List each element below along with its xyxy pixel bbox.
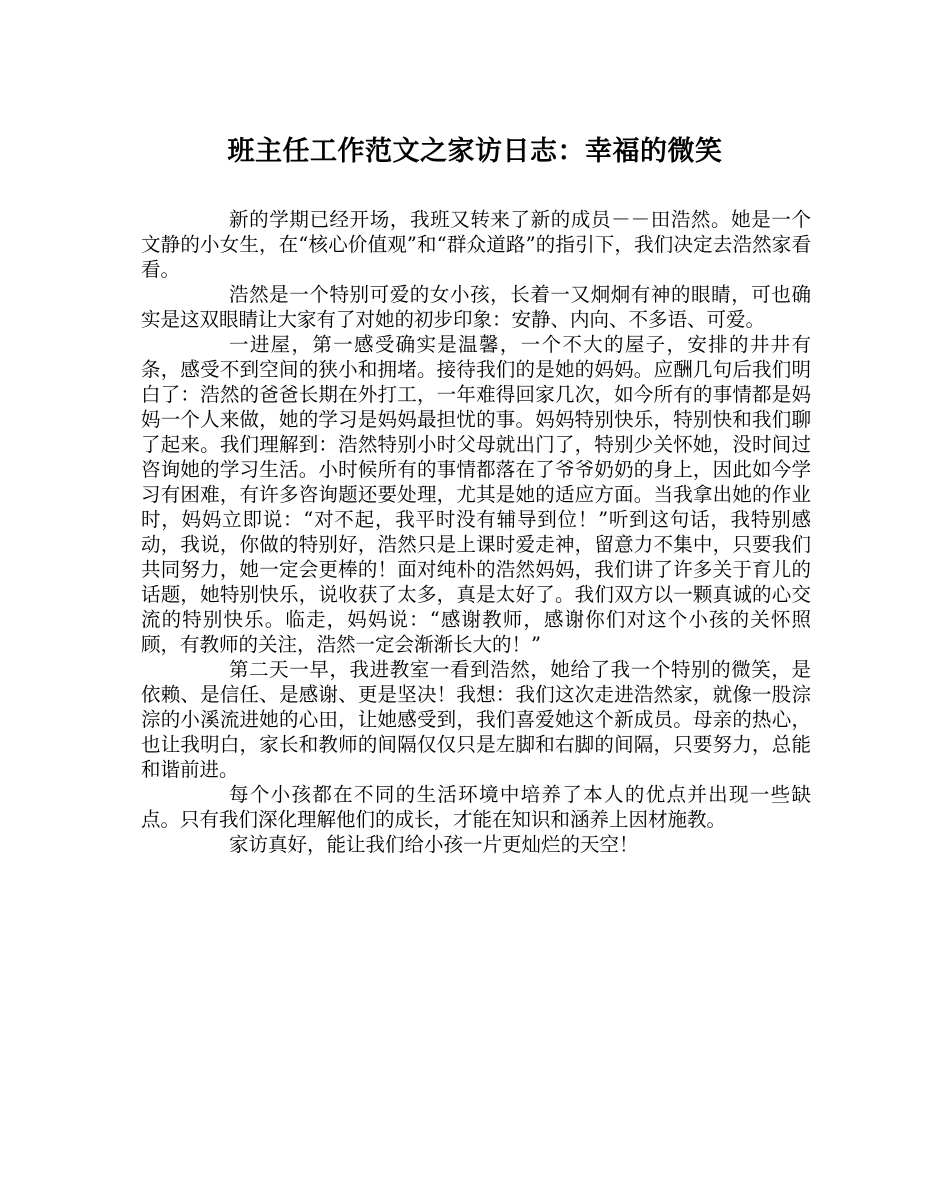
paragraph-1: 新的学期已经开场，我班又转来了新的成员－－田浩然。她是一个文静的小女生，在“核心价值观”和“群众道路”的指引下，我们决定去浩然家看看。	[141, 208, 811, 281]
document-body	[141, 207, 811, 857]
document-title: 班主任工作范文之家访日志：幸福的微笑	[227, 136, 723, 167]
paragraph-4: 第二天一早，我进教室一看到浩然，她给了我一个特别的微笑，是依赖、是信任、是感谢、更是坚决！我想：我们这次走进浩然家，就像一股淙淙的小溪流进她的心田，让她感受到，我们喜爱她这个新成员。母亲的热心，也让我明白，家长和教师的间隔仅仅只是左脚和右脚的间隔，只要努力，总能和谐前进。	[141, 658, 811, 781]
paragraph-3: 一进屋，第一感受确实是温馨，一个不大的屋子，安排的井井有条，感受不到空间的狭小和拥堵。接待我们的是她的妈妈。应酬几句后我们明白了：浩然的爸爸长期在外打工，一年难得回家几次，如今所有的事情都是妈妈一个人来做，她的学习是妈妈最担忧的事。妈妈特别快乐，特别快和我们聊了起来。我们理解到：浩然特别小时父母就出门了，特别少关怀她，没时间过咨询她的学习生活。小时候所有的事情都落在了爷爷奶奶的身上，因此如今学习有困难，有许多咨询题还要处理，尤其是她的适应方面。当我拿出她的作业时，妈妈立即说：“对不起，我平时没有辅导到位！”听到这句话，我特别感动，我说，你做的特别好，浩然只是上课时爱走神，留意力不集中，只要我们共同努力，她一定会更棒的！面对纯朴的浩然妈妈，我们讲了许多关于育儿的话题，她特别快乐，说收获了太多，真是太好了。我们双方以一颗真诚的心交流的特别快乐。临走，妈妈说：“感谢教师，感谢你们对这个小孩的关怀照顾，有教师的关注，浩然一定会渐渐长大的！”	[141, 333, 811, 656]
paragraph-5: 每个小孩都在不同的生活环境中培养了本人的优点并出现一些缺点。只有我们深化理解他们的成长，才能在知识和涵养上因材施教。	[141, 783, 811, 831]
paragraph-6: 家访真好，能让我们给小孩一片更灿烂的天空！	[229, 833, 639, 856]
paragraph-2: 浩然是一个特别可爱的女小孩，长着一又炯炯有神的眼睛，可也确实是这双眼睛让大家有了对她的初步印象：安静、内向、不多语、可爱。	[141, 283, 811, 331]
